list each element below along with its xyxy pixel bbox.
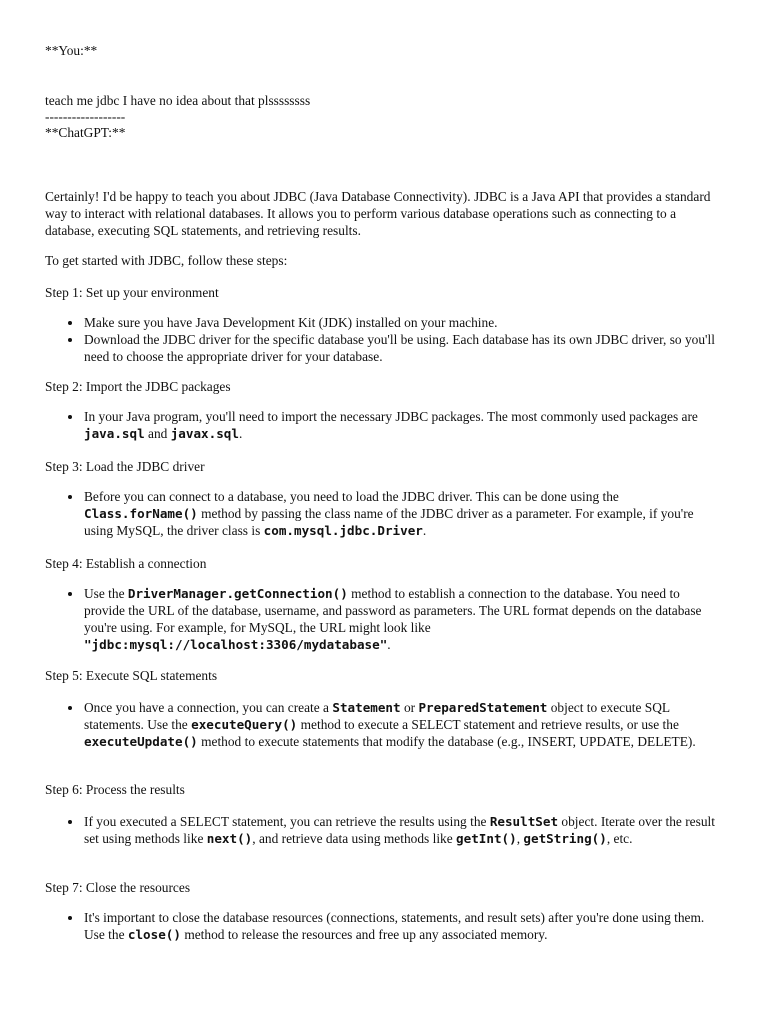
list-item: Download the JDBC driver for the specific database you'll be using. Each database has its own JDBC driver, so you'll need to choose the appropriate driver for your database. [84,331,724,365]
step-2-list [45,408,724,442]
user-message: teach me jdbc I have no idea about that plssssssss [45,93,311,108]
inline-code: executeQuery() [191,717,298,732]
get-started-text: To get started with JDBC, follow these steps: [45,253,288,268]
step-2-title: Step 2: Import the JDBC packages [45,379,231,394]
list-item: Once you have a connection, you can create a Statement or PreparedStatement object to execute SQL statements. Use the executeQuery() method to execute a SELECT statement and retrieve results, or use the executeUpdate() method to execute statements that modify the database (e.g., INSERT, UPDATE, DELETE). [84,699,724,750]
step-5-list [45,699,724,750]
list-item: It's important to close the database resources (connections, statements, and result sets) after you're done using them. Use the close() method to release the resources and free up any associated memory. [84,909,724,943]
you-label: **You:** [45,43,98,58]
inline-code: ResultSet [489,814,559,829]
inline-code: com.mysql.jdbc.Driver [263,523,423,538]
step-3-list [45,488,724,539]
inline-code: executeUpdate() [84,734,198,749]
inline-code: getString() [523,831,607,846]
step-4-list [45,585,724,653]
inline-code: getInt() [456,831,517,846]
inline-code: javax.sql [170,426,239,441]
separator: ------------------ [45,109,126,124]
step-3-title: Step 3: Load the JDBC driver [45,459,205,474]
step-4-title: Step 4: Establish a connection [45,556,207,571]
step-6-title: Step 6: Process the results [45,782,185,797]
inline-code: java.sql [84,426,145,441]
step-7-title: Step 7: Close the resources [45,880,191,895]
step-7-list [45,909,724,943]
list-item: Make sure you have Java Development Kit (JDK) installed on your machine. [84,314,724,331]
step-6-list [45,813,724,847]
list-item: In your Java program, you'll need to import the necessary JDBC packages. The most commonly used packages are java.sql and javax.sql. [84,408,724,442]
step-1-list [45,314,724,365]
intro-paragraph: Certainly! I'd be happy to teach you about JDBC (Java Database Connectivity). JDBC is a Java API that provides a standard way to interact with relational databases. It allows you to perform various database operations such as connecting to a database, executing SQL statements, and retrieving results. [45,189,711,238]
inline-code: DriverManager.getConnection() [127,586,348,601]
inline-code: PreparedStatement [418,700,548,715]
step-1-title: Step 1: Set up your environment [45,285,219,300]
inline-code: next() [206,831,253,846]
list-item: If you executed a SELECT statement, you can retrieve the results using the ResultSet object. Iterate over the result set using methods like next(), and retrieve data using methods like getInt(), getString(), etc. [84,813,724,847]
inline-code: "jdbc:mysql://localhost:3306/mydatabase" [84,637,388,652]
chatgpt-label: **ChatGPT:** [45,125,126,140]
inline-code: close() [127,927,181,942]
step-5-title: Step 5: Execute SQL statements [45,668,218,683]
list-item: Use the DriverManager.getConnection() method to establish a connection to the database. You need to provide the URL of the database, username, and password as parameters. The URL format depends on the database you're using. For example, for MySQL, the URL might look like "jdbc:mysql://localhost:3306/mydatabase". [84,585,724,653]
inline-code: Statement [332,700,401,715]
inline-code: Class.forName() [84,506,198,521]
list-item: Before you can connect to a database, you need to load the JDBC driver. This can be done using the Class.forName() method by passing the class name of the JDBC driver as a parameter. For example, if you're using MySQL, the driver class is com.mysql.jdbc.Driver. [84,488,724,539]
